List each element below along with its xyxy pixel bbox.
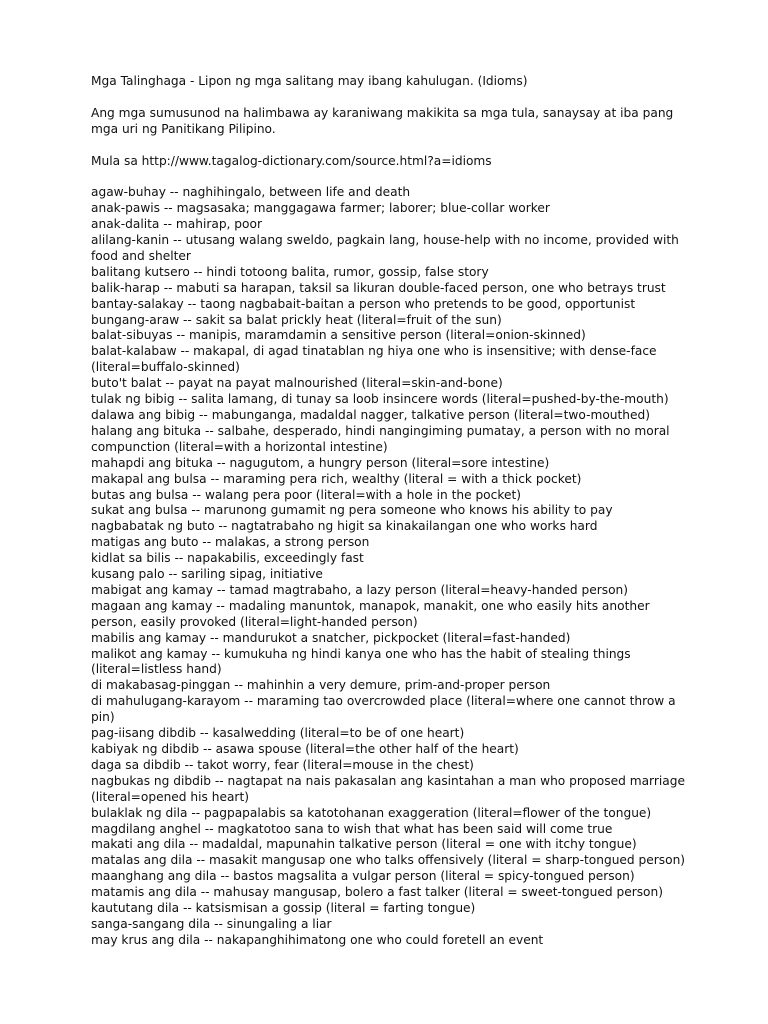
idiom-entry: makapal ang bulsa -- maraming pera rich, wealthy (literal = with a thick pocket) bbox=[91, 471, 582, 486]
document-title: Mga Talinghaga - Lipon ng mga salitang may ibang kahulugan. (Idioms) bbox=[91, 74, 528, 88]
idiom-list bbox=[91, 185, 691, 949]
idiom-entry: nagbabatak ng buto -- nagtatrabaho ng higit sa kinakailangan one who works hard bbox=[91, 519, 598, 534]
idiom-entry: malikot ang kamay -- kumukuha ng hindi kanya one who has the habit of stealing things (literal=listless hand) bbox=[91, 646, 631, 677]
idiom-entry: bantay-salakay -- taong nagbabait-baitan a person who pretends to be good, opportunist bbox=[91, 296, 636, 311]
idiom-entry: tulak ng bibig -- salita lamang, di tunay sa loob insincere words (literal=pushed-by-the-mouth) bbox=[91, 392, 669, 407]
idiom-entry: magdilang anghel -- magkatotoo sana to wish that what has been said will come true bbox=[91, 821, 613, 836]
idiom-entry: kabiyak ng dibdib -- asawa spouse (literal=the other half of the heart) bbox=[91, 742, 519, 757]
idiom-entry: balitang kutsero -- hindi totoong balita, rumor, gossip, false story bbox=[91, 264, 489, 279]
idiom-entry: kaututang dila -- katsismisan a gossip (literal = farting tongue) bbox=[91, 901, 476, 916]
idiom-entry: matigas ang buto -- malakas, a strong person bbox=[91, 535, 370, 550]
idiom-entry: sukat ang bulsa -- marunong gumamit ng pera someone who knows his ability to pay bbox=[91, 503, 613, 518]
idiom-entry: balik-harap -- mabuti sa harapan, taksil sa likuran double-faced person, one who betrays trust bbox=[91, 280, 666, 295]
idiom-entry: matamis ang dila -- mahusay mangusap, bolero a fast talker (literal = sweet-tongued person) bbox=[91, 885, 663, 900]
idiom-entry: makati ang dila -- madaldal, mapunahin talkative person (literal = one with itchy tongue) bbox=[91, 837, 637, 852]
idiom-entry: di mahulugang-karayom -- maraming tao overcrowded place (literal=where one cannot throw a pin) bbox=[91, 694, 676, 725]
idiom-entry: nagbukas ng dibdib -- nagtapat na nais pakasalan ang kasintahan a man who proposed marriage (literal=opened his heart) bbox=[91, 773, 685, 804]
idiom-entry: balat-sibuyas -- manipis, maramdamin a sensitive person (literal=onion-skinned) bbox=[91, 328, 586, 343]
idiom-entry: bulaklak ng dila -- pagpapalabis sa katotohanan exaggeration (literal=flower of the tongue) bbox=[91, 805, 652, 820]
idiom-entry: halang ang bituka -- salbahe, desperado, hindi nangingiming pumatay, a person with no moral compunction (literal=with a horizontal intestine) bbox=[91, 423, 670, 454]
idiom-entry: magaan ang kamay -- madaling manuntok, manapok, manakit, one who easily hits another person, easily provoked (literal=light-handed person) bbox=[91, 598, 650, 629]
idiom-entry: mabigat ang kamay -- tamad magtrabaho, a lazy person (literal=heavy-handed person) bbox=[91, 582, 628, 597]
document-page bbox=[91, 74, 691, 949]
idiom-entry: bungang-araw -- sakit sa balat prickly heat (literal=fruit of the sun) bbox=[91, 312, 502, 327]
idiom-entry: may krus ang dila -- nakapanghihimatong one who could foretell an event bbox=[91, 932, 544, 947]
idiom-entry: pag-iisang dibdib -- kasalwedding (literal=to be of one heart) bbox=[91, 726, 465, 741]
idiom-entry: anak-pawis -- magsasaka; manggagawa farmer; laborer; blue-collar worker bbox=[91, 201, 550, 216]
idiom-entry: maanghang ang dila -- bastos magsalita a vulgar person (literal = spicy-tongued person) bbox=[91, 869, 635, 884]
idiom-entry: butas ang bulsa -- walang pera poor (literal=with a hole in the pocket) bbox=[91, 487, 521, 502]
idiom-entry: alilang-kanin -- utusang walang sweldo, pagkain lang, house-help with no income, provided with food and shelter bbox=[91, 233, 679, 263]
idiom-entry: mahapdi ang bituka -- nagugutom, a hungry person (literal=sore intestine) bbox=[91, 455, 550, 470]
idiom-entry: anak-dalita -- mahirap, poor bbox=[91, 217, 262, 232]
idiom-entry: balat-kalabaw -- makapal, di agad tinatablan ng hiya one who is insensitive; with dense-face (literal=buffalo-skinned) bbox=[91, 344, 657, 375]
idiom-entry: matalas ang dila -- masakit mangusap one who talks offensively (literal = sharp-tongued person) bbox=[91, 853, 686, 868]
idiom-entry: dalawa ang bibig -- mabunganga, madaldal nagger, talkative person (literal=two-mouthed) bbox=[91, 407, 651, 422]
idiom-entry: kidlat sa bilis -- napakabilis, exceedingly fast bbox=[91, 551, 364, 566]
source-line: Mula sa http://www.tagalog-dictionary.com/source.html?a=idioms bbox=[91, 153, 492, 168]
idiom-entry: kusang palo -- sariling sipag, initiative bbox=[91, 567, 323, 582]
idiom-entry: mabilis ang kamay -- mandurukot a snatcher, pickpocket (literal=fast-handed) bbox=[91, 630, 571, 645]
idiom-entry: buto't balat -- payat na payat malnourished (literal=skin-and-bone) bbox=[91, 376, 503, 391]
idiom-entry: di makabasag-pinggan -- mahinhin a very demure, prim-and-proper person bbox=[91, 678, 551, 693]
idiom-entry: daga sa dibdib -- takot worry, fear (literal=mouse in the chest) bbox=[91, 757, 474, 772]
idiom-entry: sanga-sangang dila -- sinungaling a liar bbox=[91, 916, 332, 931]
idiom-entry: agaw-buhay -- naghihingalo, between life and death bbox=[91, 185, 411, 200]
intro-paragraph: Ang mga sumusunod na halimbawa ay karaniwang makikita sa mga tula, sanaysay at iba pang mga uri ng Panitikang Pilipino. bbox=[91, 105, 674, 136]
